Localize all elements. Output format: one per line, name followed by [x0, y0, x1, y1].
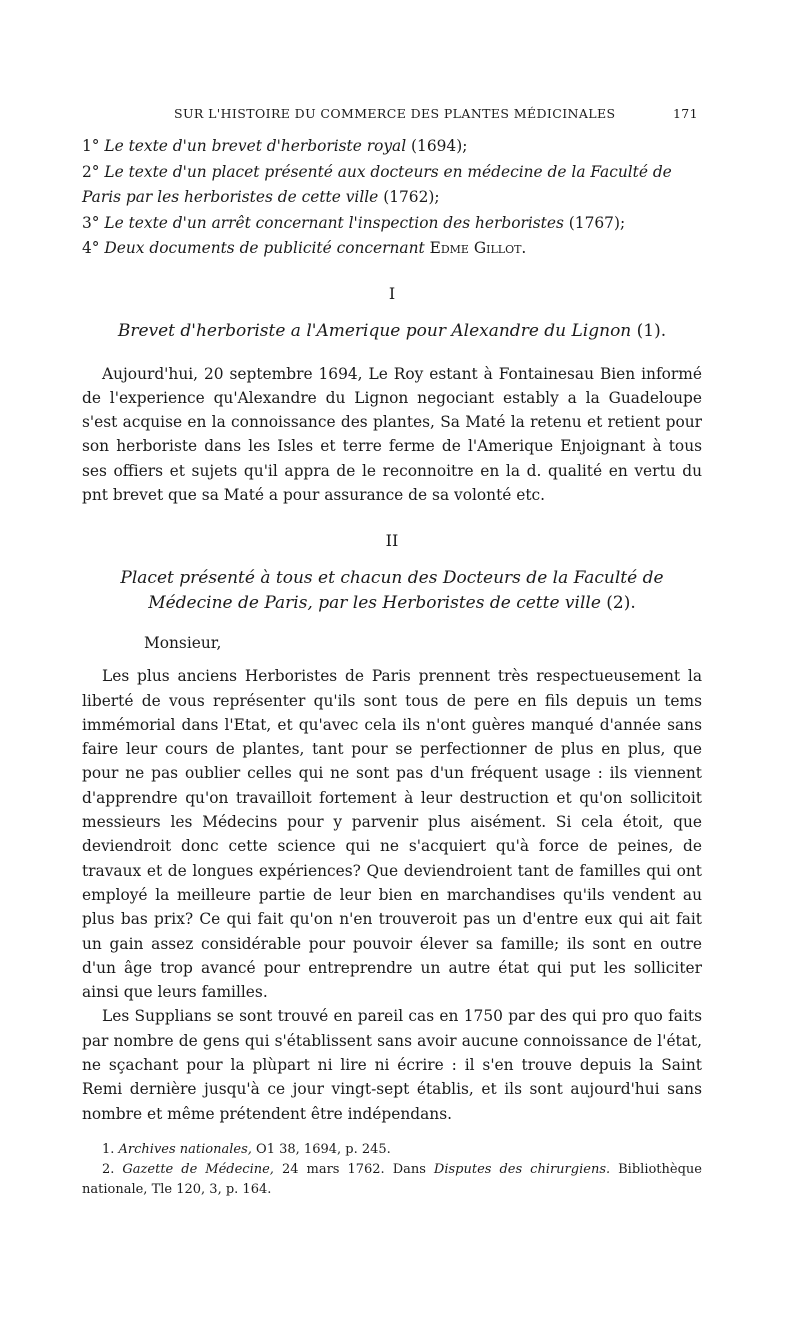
footnote: 1. Archives nationales, O1 38, 1694, p. 245. [102, 1141, 391, 1157]
section-title: Placet présenté à tous et chacun des Docteurs de la Faculté de Médecine de Paris, par les Herboristes de cette ville (2). [120, 568, 664, 614]
footnote-ref: (2). [606, 593, 636, 614]
list-item: 4° Deux documents de publicité concernant Edme Gillot. [82, 239, 527, 257]
list-item: 1° Le texte d'un brevet d'herboriste royal (1694); [82, 137, 468, 155]
section-number: I [388, 283, 396, 303]
section-number: II [385, 531, 399, 551]
body-paragraph: Les Supplians se sont trouvé en pareil cas en 1750 par des qui pro quo faits par nombre de gens qui s'établissent sans avoir aucune connoissance de l'état, ne sçachant pour la plùpart ni lire ni écrire : il s'en trouve depuis la Saint Remi dernière jusqu'à ce jour vingt-sept établis, et ils sont aujourd'hui sans nombre et même prétendent être indépendans. [82, 1007, 702, 1123]
footnote-ref: (1). [636, 320, 667, 341]
list-item: 3° Le texte d'un arrêt concernant l'inspection des herboristes (1767); [82, 213, 626, 232]
page-number: 171 [672, 106, 698, 121]
section-title: Brevet d'herboriste a l'Amerique pour Alexandre du Lignon (1). [117, 320, 667, 341]
document-page [82, 100, 702, 1200]
body-paragraph: Les plus anciens Herboristes de Paris prennent très respectueusement la liberté de vous représenter qu'ils sont tous de pere en fils depuis un tems immémorial dans l'Etat, et qu'avec cela ils n'ont guères manqué d'année sans faire leur cours de plantes, tant pour se perfectionner de plus en plus, que pour ne pas oublier celles qui ne sont pas d'un fréquent usage : ils viennent d'apprendre qu'on travailloit fortement à leur destruction et qu'on sollicitoit messieurs les Médecins pour y parvenir plus aisément. Si cela étoit, que deviendroit donc cette science qui ne s'acquiert qu'à force de peines, de travaux et de longues expériences? Que deviendroient tant de familles qui ont employé la meilleure partie de leur bien en marchandises qu'ils vendent au plus bas prix? Ce qui fait qu'on n'en trouveroit pas un d'entre eux qui ait fait un gain assez considérable pour pouvoir élever sa famille; ils sont en outre d'un âge trop avancé pour entreprendre un autre état qui put les solliciter ainsi que leurs familles. [82, 667, 702, 1002]
list-item: 2° Le texte d'un placet présenté aux docteurs en médecine de la Faculté de Paris par les herboristes de cette ville (1762); [82, 162, 672, 206]
running-title: SUR L'HISTOIRE DU COMMERCE DES PLANTES MÉDICINALES [174, 106, 616, 121]
document-list [82, 134, 702, 262]
footnote: 2. Gazette de Médecine, 24 mars 1762. Dans Disputes des chirurgiens. Bibliothèque nationale, Tle 120, 3, p. 164. [82, 1161, 702, 1197]
running-header [82, 100, 702, 122]
salutation: Monsieur, [144, 634, 222, 653]
body-paragraph: Aujourd'hui, 20 septembre 1694, Le Roy estant à Fontainesau Bien informé de l'experience qu'Alexandre du Lignon negociant estably a la Guadeloupe s'est acquise en la connoissance des plantes, Sa Maté la retenu et retient pour son herboriste dans les Isles et terre ferme de l'Amerique Enjoignant à tous ses offiers et sujets qu'il appra de le reconnoitre en la d. qualité en vertu du pnt brevet que sa Maté a pour assurance de sa volonté etc. [82, 364, 702, 504]
footnotes [82, 1140, 702, 1200]
